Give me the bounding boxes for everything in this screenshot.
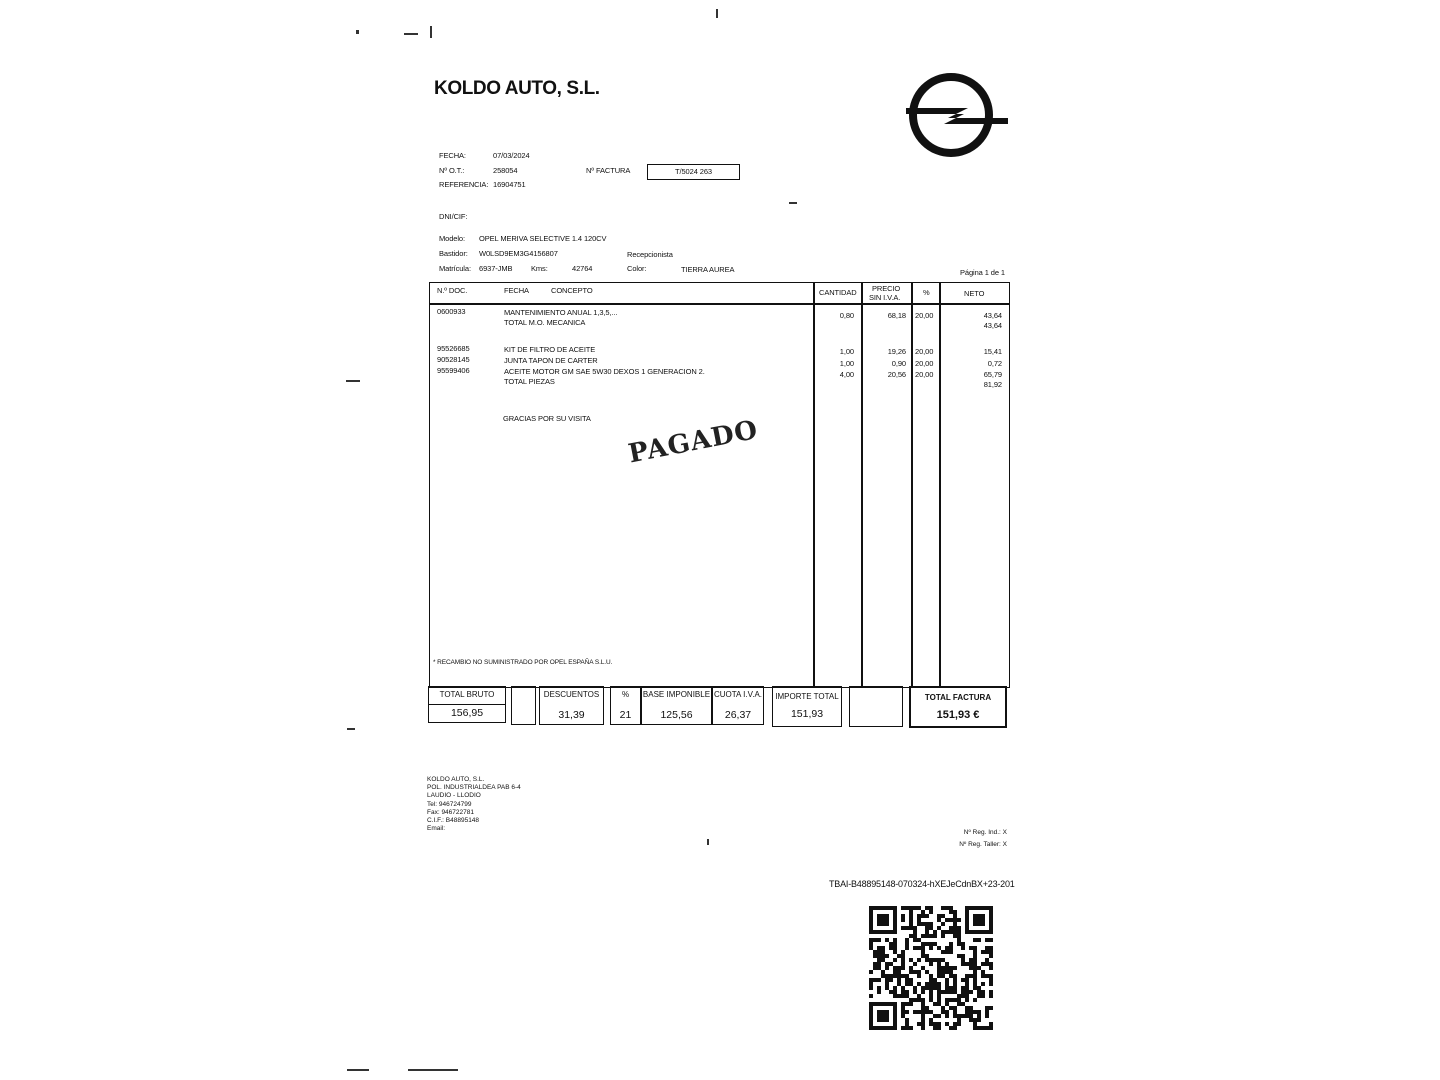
base-imponible-box: [641, 686, 712, 725]
matricula-label: Matrícula:: [439, 264, 471, 273]
bastidor-value: W0LSD9EM3G4156807: [479, 249, 558, 258]
address-line: POL. INDUSTRIALDEA PAB 6-4: [427, 784, 521, 792]
base-imponible-value: 125,56: [660, 709, 693, 721]
base-imponible-label: BASE IMPONIBLE: [642, 690, 711, 699]
fecha-value: 07/03/2024: [493, 151, 530, 160]
recambio-note: * RECAMBIO NO SUMINISTRADO POR OPEL ESPAÑA S.L.U.: [433, 659, 613, 666]
items-table: [429, 282, 1010, 688]
row-neto: 43,64: [983, 321, 1002, 330]
qr-code-icon: [869, 906, 993, 1030]
total-bruto-value: 156,95: [450, 707, 484, 719]
address-line: Email:: [427, 825, 446, 833]
col-header-precio: PRECIO: [872, 284, 901, 293]
row-pct: 20,00: [915, 347, 934, 356]
fecha-label: FECHA:: [439, 151, 466, 160]
descuentos-label: DESCUENTOS: [543, 690, 600, 699]
col-header-concepto: CONCEPTO: [551, 286, 593, 295]
modelo-value: OPEL MERIVA SELECTIVE 1.4 120CV: [479, 234, 607, 243]
row-precio: 68,18: [887, 311, 906, 320]
total-bruto-label: TOTAL BRUTO: [439, 690, 495, 699]
opel-logo-icon: [904, 72, 1010, 160]
row-doc: 95526685: [437, 344, 470, 353]
empty-box: [849, 686, 903, 727]
total-factura-label: TOTAL FACTURA: [924, 693, 992, 702]
referencia-label: REFERENCIA:: [439, 180, 489, 189]
column-divider: [939, 282, 941, 686]
row-concepto: JUNTA TAPON DE CARTER: [504, 356, 598, 365]
address-line: C.I.F.: B48895148: [427, 817, 480, 825]
col-header-fecha: FECHA: [504, 286, 529, 295]
row-pct: 20,00: [915, 311, 934, 320]
box-divider: [429, 704, 505, 705]
row-concepto: MANTENIMIENTO ANUAL 1,3,5,...: [504, 308, 618, 317]
row-doc: 0600933: [437, 307, 466, 316]
reg-taller: Nº Reg. Taller: X: [959, 841, 1007, 848]
company-name: KOLDO AUTO, S.L.: [434, 78, 600, 99]
row-doc: 95599406: [437, 366, 470, 375]
importe-total-label: IMPORTE TOTAL: [775, 692, 839, 701]
row-cantidad: 0,80: [839, 311, 854, 320]
row-neto: 0,72: [987, 359, 1002, 368]
ot-label: Nº O.T.:: [439, 166, 465, 175]
referencia-value: 16904751: [493, 180, 526, 189]
dni-label: DNI/CIF:: [439, 212, 468, 221]
table-header-divider: [429, 303, 1009, 305]
row-doc: 90528145: [437, 355, 470, 364]
row-neto: 81,92: [983, 380, 1002, 389]
recepcionista-label: Recepcionista: [627, 250, 673, 259]
row-cantidad: 4,00: [839, 370, 854, 379]
page-number: Página 1 de 1: [960, 268, 1005, 277]
address-line: KOLDO AUTO, S.L.: [427, 776, 485, 783]
cuota-iva-label: CUOTA I.V.A.: [713, 690, 762, 699]
col-header-cantidad: CANTIDAD: [819, 288, 857, 297]
col-header-precio-sub: SIN I.V.A.: [869, 293, 901, 302]
col-header-neto: NETO: [964, 289, 985, 298]
importe-total-value: 151,93: [790, 708, 824, 720]
gracias-text: GRACIAS POR SU VISITA: [503, 414, 591, 423]
cuota-iva-box: [712, 686, 764, 725]
modelo-label: Modelo:: [439, 234, 465, 243]
row-pct: 20,00: [915, 359, 934, 368]
total-factura-value: 151,93 €: [936, 709, 980, 721]
pct-box: [610, 686, 641, 725]
total-bruto-box: [428, 686, 506, 723]
empty-box: [511, 686, 536, 725]
col-header-ndoc: N.º DOC.: [437, 286, 468, 295]
kms-label: Kms:: [531, 264, 548, 273]
row-precio: 0,90: [891, 359, 906, 368]
column-divider: [911, 282, 913, 686]
bastidor-label: Bastidor:: [439, 249, 468, 258]
row-neto: 43,64: [983, 311, 1002, 320]
pagado-stamp: PAGADO: [626, 414, 761, 470]
pct-value: 21: [619, 709, 632, 721]
color-value: TIERRA AUREA: [681, 265, 735, 274]
row-neto: 15,41: [983, 347, 1002, 356]
factura-number-box: [647, 164, 740, 180]
row-cantidad: 1,00: [839, 347, 854, 356]
factura-number: T/5024 263: [675, 167, 712, 176]
row-concepto: TOTAL PIEZAS: [504, 377, 555, 386]
column-divider: [861, 282, 863, 686]
column-divider: [813, 282, 815, 686]
row-concepto: ACEITE MOTOR GM SAE 5W30 DEXOS 1 GENERACION 2.: [504, 367, 705, 376]
company-address: [427, 776, 521, 833]
total-factura-box: [909, 686, 1007, 728]
row-cantidad: 1,00: [839, 359, 854, 368]
pct-label: %: [621, 690, 630, 699]
matricula-value: 6937-JMB: [479, 264, 513, 273]
cuota-iva-value: 26,37: [724, 709, 752, 721]
row-concepto: TOTAL M.O. MECANICA: [504, 318, 586, 327]
factura-label: Nº FACTURA: [586, 166, 631, 175]
descuentos-value: 31,39: [558, 709, 585, 721]
row-neto: 65,79: [983, 370, 1002, 379]
address-line: Fax: 946722781: [427, 808, 474, 816]
row-pct: 20,00: [915, 370, 934, 379]
address-line: Tel: 946724799: [427, 800, 472, 808]
importe-total-box: [772, 686, 842, 727]
ot-value: 258054: [493, 166, 518, 175]
col-header-pct: %: [923, 288, 930, 297]
tbai-code: TBAI-B48895148-070324-hXEJeCdnBX+23-201: [829, 879, 1015, 889]
descuentos-box: [539, 686, 604, 725]
reg-ind: Nº Reg. Ind.: X: [963, 829, 1007, 836]
row-precio: 20,56: [887, 370, 906, 379]
address-line: LAUDIO - LLODIO: [427, 792, 481, 800]
color-label: Color:: [627, 264, 647, 273]
row-concepto: KIT DE FILTRO DE ACEITE: [504, 345, 596, 354]
row-precio: 19,26: [887, 347, 906, 356]
kms-value: 42764: [572, 264, 593, 273]
